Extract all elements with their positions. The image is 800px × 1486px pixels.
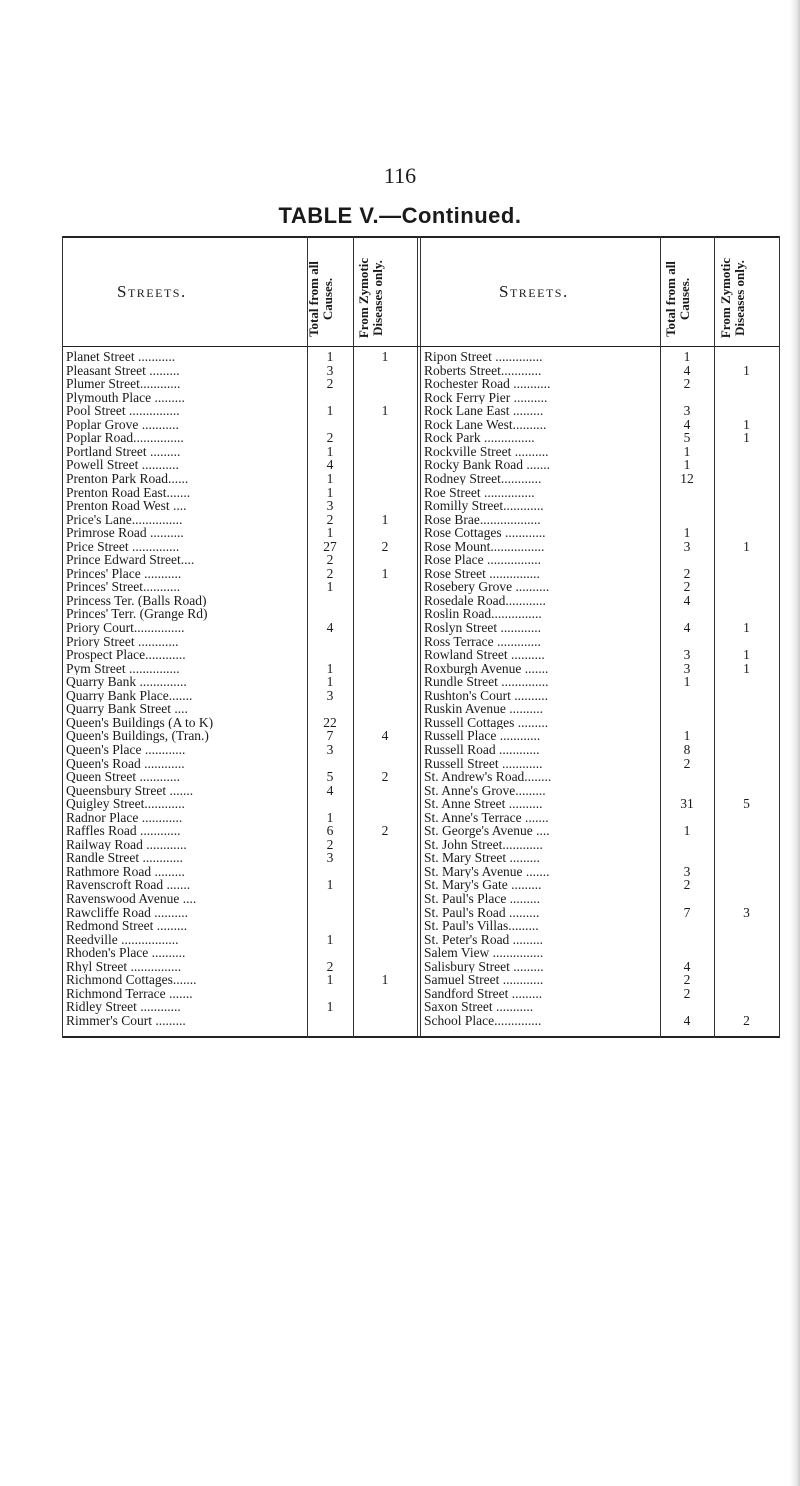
street-name: Sandford Street .........	[424, 986, 543, 1001]
street-name: Raffles Road ............	[66, 824, 181, 838]
street-name: Ross Terrace .............	[424, 634, 541, 649]
column-divider	[62, 236, 63, 1038]
total-deaths-value: 1	[683, 525, 691, 541]
street-name: Rock Park ...............	[424, 431, 535, 445]
street-name: Samuel Street ............	[424, 973, 544, 987]
total-deaths-value: 3	[683, 647, 691, 663]
total-deaths-value: 3	[326, 498, 334, 514]
total-deaths-value: 1	[326, 403, 334, 419]
street-name: Roe Street ...............	[424, 485, 535, 500]
street-name: St. Anne Street ..........	[424, 797, 543, 811]
total-deaths-value: 3	[683, 403, 691, 419]
header-streets-left: Streets.	[117, 282, 187, 301]
column-divider	[779, 236, 780, 1038]
streets-table	[62, 236, 780, 1036]
zymotic-deaths-value: 1	[743, 362, 750, 378]
street-name: Rawcliffe Road ..........	[66, 905, 188, 920]
street-name: St. Andrew's Road........	[424, 770, 552, 784]
total-deaths-value: 7	[683, 904, 691, 920]
zymotic-deaths-value: 1	[743, 647, 750, 663]
street-name: St. John Street............	[424, 837, 543, 852]
total-deaths-value: 1	[326, 972, 334, 988]
street-name: Russell Street ............	[424, 756, 543, 771]
street-name: Queensbury Street .......	[66, 783, 194, 798]
total-deaths-value: 4	[683, 592, 691, 608]
total-deaths-value: 27	[323, 538, 337, 554]
total-deaths-value: 3	[326, 741, 334, 757]
street-name: Rose Mount................	[424, 539, 545, 554]
zymotic-deaths-value: 1	[381, 403, 389, 419]
street-name: Portland Street .........	[66, 444, 181, 459]
header-zymotic-left: From Zymotic Diseases only.	[356, 257, 385, 339]
header-total-right: Total from all Causes.	[663, 261, 692, 337]
total-deaths-value: 4	[683, 1012, 691, 1028]
zymotic-deaths-value: 4	[381, 728, 389, 744]
total-deaths-value: 2	[326, 958, 334, 974]
street-name: Rockville Street ..........	[424, 444, 549, 459]
street-name: Pleasant Street .........	[66, 363, 180, 378]
street-name: Richmond Cottages.......	[66, 973, 197, 987]
street-name: Prenton Road West ....	[66, 499, 187, 513]
total-deaths-value: 2	[683, 565, 691, 581]
street-name: Ruskin Avenue ..........	[424, 702, 543, 716]
total-deaths-value: 2	[326, 565, 334, 581]
street-name: Plumer Street............	[66, 377, 181, 391]
street-name: Rushton's Court ..........	[424, 688, 548, 703]
total-deaths-value: 1	[326, 484, 334, 500]
street-name: Queen's Road ............	[66, 756, 185, 771]
street-name: Saxon Street ...........	[424, 1000, 534, 1014]
street-name: Rosebery Grove ..........	[424, 580, 550, 594]
total-deaths-value: 2	[683, 579, 691, 595]
total-deaths-value: 2	[326, 376, 334, 392]
street-name: Plymouth Place .........	[66, 390, 185, 405]
total-deaths-value: 1	[326, 470, 334, 486]
total-deaths-value: 1	[326, 349, 334, 364]
page-number: 116	[383, 163, 417, 188]
street-name: Railway Road ............	[66, 837, 187, 852]
total-deaths-value: 5	[326, 769, 334, 785]
street-name: St. Mary's Avenue .......	[424, 864, 550, 879]
total-deaths-value: 3	[683, 538, 691, 554]
street-name: Prince Edward Street....	[66, 553, 195, 567]
zymotic-deaths-value: 1	[381, 349, 389, 364]
street-name: Rundle Street ..............	[424, 675, 549, 689]
street-name: Prenton Park Road......	[66, 471, 189, 486]
zymotic-deaths-value: 2	[743, 1012, 750, 1028]
street-name: Planet Street ...........	[66, 350, 176, 364]
total-deaths-value: 4	[326, 457, 334, 473]
total-deaths-value: 6	[326, 823, 334, 839]
total-deaths-value: 1	[326, 809, 334, 825]
total-deaths-value: 2	[683, 877, 691, 893]
street-name: Redmond Street .........	[66, 919, 188, 933]
total-deaths-value: 4	[683, 362, 691, 378]
total-deaths-value: 7	[326, 728, 334, 744]
street-name: Pool Street ...............	[66, 404, 180, 418]
street-name: St. Paul's Villas.........	[424, 919, 539, 933]
total-deaths-value: 4	[683, 416, 691, 432]
total-deaths-value: 3	[326, 687, 334, 703]
zymotic-deaths-value: 3	[743, 904, 750, 920]
total-deaths-value: 5	[683, 430, 691, 446]
street-name: Salisbury Street .........	[424, 959, 544, 974]
total-deaths-value: 1	[683, 349, 691, 364]
street-name: Rose Brae..................	[424, 512, 541, 527]
street-name: Primrose Road ..........	[66, 526, 184, 540]
street-name: Poplar Road...............	[66, 431, 184, 445]
zymotic-deaths-value: 5	[743, 796, 750, 812]
street-name: Quigley Street............	[66, 797, 185, 811]
street-name: Prenton Road East.......	[66, 485, 191, 500]
street-name: Rock Lane East .........	[424, 404, 544, 418]
total-deaths-value: 1	[683, 823, 691, 839]
zymotic-deaths-value: 1	[381, 565, 389, 581]
street-name: Price's Lane...............	[66, 512, 183, 527]
street-name: Ravenswood Avenue ....	[66, 892, 197, 906]
street-name: Russell Cottages .........	[424, 715, 549, 730]
street-name: Prospect Place............	[66, 648, 186, 662]
zymotic-deaths-value: 1	[743, 538, 750, 554]
street-name: Rowland Street ..........	[424, 648, 545, 662]
street-name: St. Anne's Grove.........	[424, 783, 546, 798]
street-name: Quarry Bank Place.......	[66, 688, 193, 703]
total-deaths-value: 2	[326, 430, 334, 446]
column-divider	[417, 236, 418, 1038]
street-name: Romilly Street............	[424, 499, 544, 513]
street-name: Rock Ferry Pier ..........	[424, 390, 548, 405]
total-deaths-value: 4	[683, 958, 691, 974]
street-name: Princess Ter. (Balls Road)	[66, 593, 207, 608]
street-name: Rock Lane West..........	[424, 417, 547, 432]
street-name: Princes' Street...........	[66, 580, 181, 594]
street-name: Roxburgh Avenue .......	[424, 661, 549, 676]
total-deaths-value: 2	[683, 376, 691, 392]
street-name: Salem View ...............	[424, 946, 544, 960]
total-deaths-value: 8	[683, 741, 691, 757]
total-deaths-value: 1	[683, 443, 691, 459]
zymotic-deaths-value: 1	[743, 416, 750, 432]
total-deaths-value: 1	[326, 999, 334, 1015]
street-name: Rhyl Street ...............	[66, 959, 182, 974]
total-deaths-value: 3	[683, 660, 691, 676]
header-zymotic-right: From Zymotic Diseases only.	[718, 257, 747, 339]
street-name: Rodney Street............	[424, 471, 542, 486]
column-divider	[420, 236, 421, 1038]
street-name: Richmond Terrace .......	[66, 986, 193, 1001]
street-name: Roberts Street............	[424, 363, 542, 378]
zymotic-deaths-value: 1	[381, 972, 389, 988]
total-deaths-value: 2	[326, 511, 334, 527]
total-deaths-value: 1	[683, 728, 691, 744]
header-streets-right: Streets.	[499, 282, 569, 301]
table-top-rule	[62, 236, 780, 238]
street-name: Priory Street ............	[66, 634, 179, 649]
street-name: Russell Road ............	[424, 742, 540, 757]
street-name: Queen's Place ............	[66, 742, 186, 757]
zymotic-deaths-value: 1	[743, 620, 750, 635]
street-name: Price Street ..............	[66, 539, 180, 554]
street-name: Princes' Place ...........	[66, 566, 182, 581]
zymotic-deaths-value: 2	[381, 769, 389, 785]
street-name: Queen's Buildings (A to K)	[66, 715, 214, 730]
street-name: Quarry Bank ..............	[66, 675, 187, 689]
total-deaths-value: 1	[683, 457, 691, 473]
total-deaths-value: 22	[323, 714, 337, 730]
total-deaths-value: 2	[326, 552, 334, 568]
street-name: Powell Street ...........	[66, 458, 179, 472]
total-deaths-value: 2	[326, 836, 334, 852]
street-name: Poplar Grove ...........	[66, 417, 179, 432]
street-name: Rose Cottages ............	[424, 526, 546, 540]
street-name: Ridley Street ............	[66, 1000, 181, 1014]
street-name: Roslyn Street ............	[424, 621, 541, 635]
table-bottom-rule	[62, 1036, 780, 1038]
street-name: Pym Street ...............	[66, 661, 180, 676]
street-name: St. Anne's Terrace .......	[424, 810, 549, 825]
total-deaths-value: 1	[326, 443, 334, 459]
zymotic-deaths-value: 1	[381, 511, 389, 527]
total-deaths-value: 2	[683, 755, 691, 771]
street-name: Rocky Bank Road .......	[424, 458, 550, 472]
zymotic-deaths-value: 2	[381, 823, 389, 839]
street-name: St. Mary Street .........	[424, 851, 540, 865]
total-deaths-value: 2	[683, 972, 691, 988]
total-deaths-value: 1	[326, 525, 334, 541]
street-name: St. George's Avenue ....	[424, 824, 550, 838]
total-deaths-value: 4	[326, 782, 334, 798]
total-deaths-value: 1	[683, 674, 691, 690]
street-name: St. Peter's Road .........	[424, 932, 544, 947]
street-name: Reedville .................	[66, 932, 179, 947]
page-edge-shadow	[790, 0, 800, 1486]
street-name: Radnor Place ............	[66, 810, 183, 825]
street-name: Rimmer's Court .........	[66, 1013, 186, 1028]
street-name: Rose Street ...............	[424, 566, 540, 581]
total-deaths-value: 1	[326, 877, 334, 893]
total-deaths-value: 1	[326, 579, 334, 595]
street-name: Quarry Bank Street ....	[66, 702, 188, 716]
street-name: Russell Place ............	[424, 729, 541, 743]
street-name: Princes' Terr. (Grange Rd)	[66, 607, 208, 621]
street-name: Rosedale Road............	[424, 593, 546, 608]
total-deaths-value: 1	[326, 931, 334, 947]
total-deaths-value: 1	[326, 674, 334, 690]
total-deaths-value: 3	[326, 850, 334, 866]
total-deaths-value: 1	[326, 660, 334, 676]
street-name: Rochester Road ...........	[424, 377, 551, 391]
header-total-left: Total from all Causes.	[306, 261, 335, 337]
street-name: Roslin Road...............	[424, 607, 542, 621]
table-title: TABLE V.—Continued.	[278, 203, 522, 228]
zymotic-deaths-value: 1	[743, 430, 750, 446]
total-deaths-value: 2	[683, 985, 691, 1001]
street-name: Rhoden's Place ..........	[66, 946, 186, 960]
street-name: St. Paul's Road .........	[424, 905, 540, 920]
total-deaths-value: 3	[683, 863, 691, 879]
total-deaths-value: 31	[680, 796, 694, 812]
zymotic-deaths-value: 1	[743, 660, 750, 676]
street-name: Queen Street ............	[66, 770, 180, 784]
street-name: Priory Court...............	[66, 621, 185, 635]
total-deaths-value: 3	[326, 362, 334, 378]
zymotic-deaths-value: 2	[381, 538, 389, 554]
street-name: Queen's Buildings, (Tran.)	[66, 729, 209, 743]
street-name: St. Mary's Gate .........	[424, 878, 542, 892]
total-deaths-value: 4	[683, 620, 691, 635]
street-name: Rathmore Road .........	[66, 864, 185, 879]
street-name: Ravenscroft Road .......	[66, 878, 191, 892]
street-name: Ripon Street ..............	[424, 350, 543, 364]
street-name: Randle Street ............	[66, 851, 183, 865]
street-name: School Place..............	[424, 1013, 542, 1028]
total-deaths-value: 12	[680, 470, 694, 486]
street-name: St. Paul's Place .........	[424, 892, 541, 906]
street-name: Rose Place ................	[424, 553, 541, 567]
total-deaths-value: 4	[326, 620, 334, 635]
